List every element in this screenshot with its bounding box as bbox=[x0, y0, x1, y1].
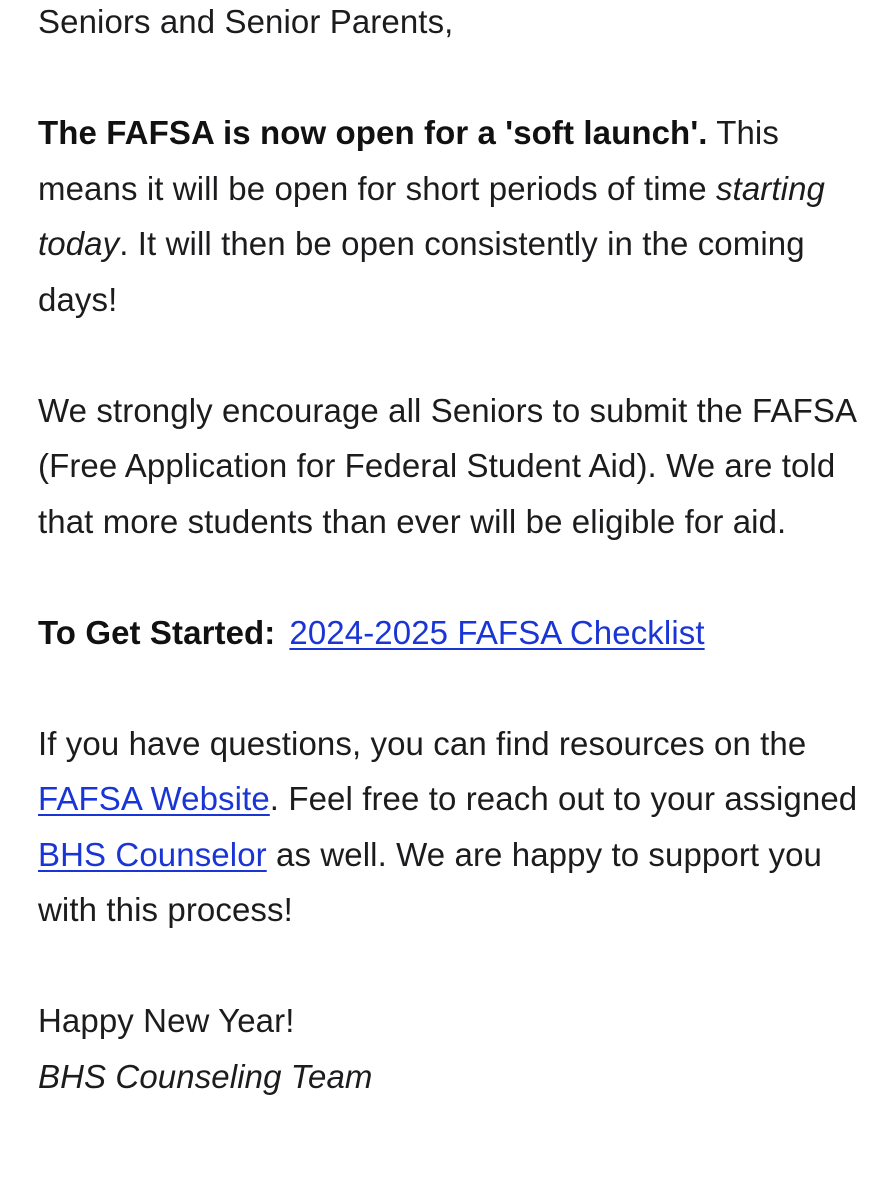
greeting-text: Seniors and Senior Parents, bbox=[38, 3, 454, 40]
encouragement-paragraph bbox=[38, 383, 878, 550]
fafsa-website-link[interactable]: FAFSA Website bbox=[38, 780, 270, 817]
fafsa-checklist-link[interactable]: 2024-2025 FAFSA Checklist bbox=[289, 613, 705, 651]
resources-paragraph bbox=[38, 716, 878, 938]
encouragement-text: We strongly encourage all Seniors to submit the FAFSA (Free Application for Federal Student Aid). We are told that more students than ever will be eligible for aid. bbox=[38, 391, 856, 540]
email-body bbox=[38, 0, 878, 1160]
greeting bbox=[38, 0, 878, 50]
announcement-emphasis: starting today bbox=[38, 169, 825, 262]
resources-text-a: If you have questions, you can find resources on the bbox=[38, 724, 807, 762]
bhs-counselor-link[interactable]: BHS Counselor bbox=[38, 835, 267, 873]
announcement-headline: The FAFSA is now open for a 'soft launch'. bbox=[38, 114, 708, 151]
announcement-text-b: . It will then be open consistently in the coming days! bbox=[38, 225, 805, 318]
closing-line: Happy New Year! bbox=[38, 1002, 295, 1039]
announcement-paragraph bbox=[38, 105, 878, 327]
announcement-text-a: This means it will be open for short periods of time bbox=[38, 114, 779, 207]
resources-text-c: as well. We are happy to support you with this process! bbox=[38, 835, 822, 928]
get-started-label: To Get Started: bbox=[38, 613, 276, 651]
signature: BHS Counseling Team bbox=[38, 1057, 373, 1095]
closing bbox=[38, 993, 878, 1104]
get-started-paragraph bbox=[38, 605, 878, 661]
resources-text-b: . Feel free to reach out to your assigned bbox=[269, 780, 858, 817]
